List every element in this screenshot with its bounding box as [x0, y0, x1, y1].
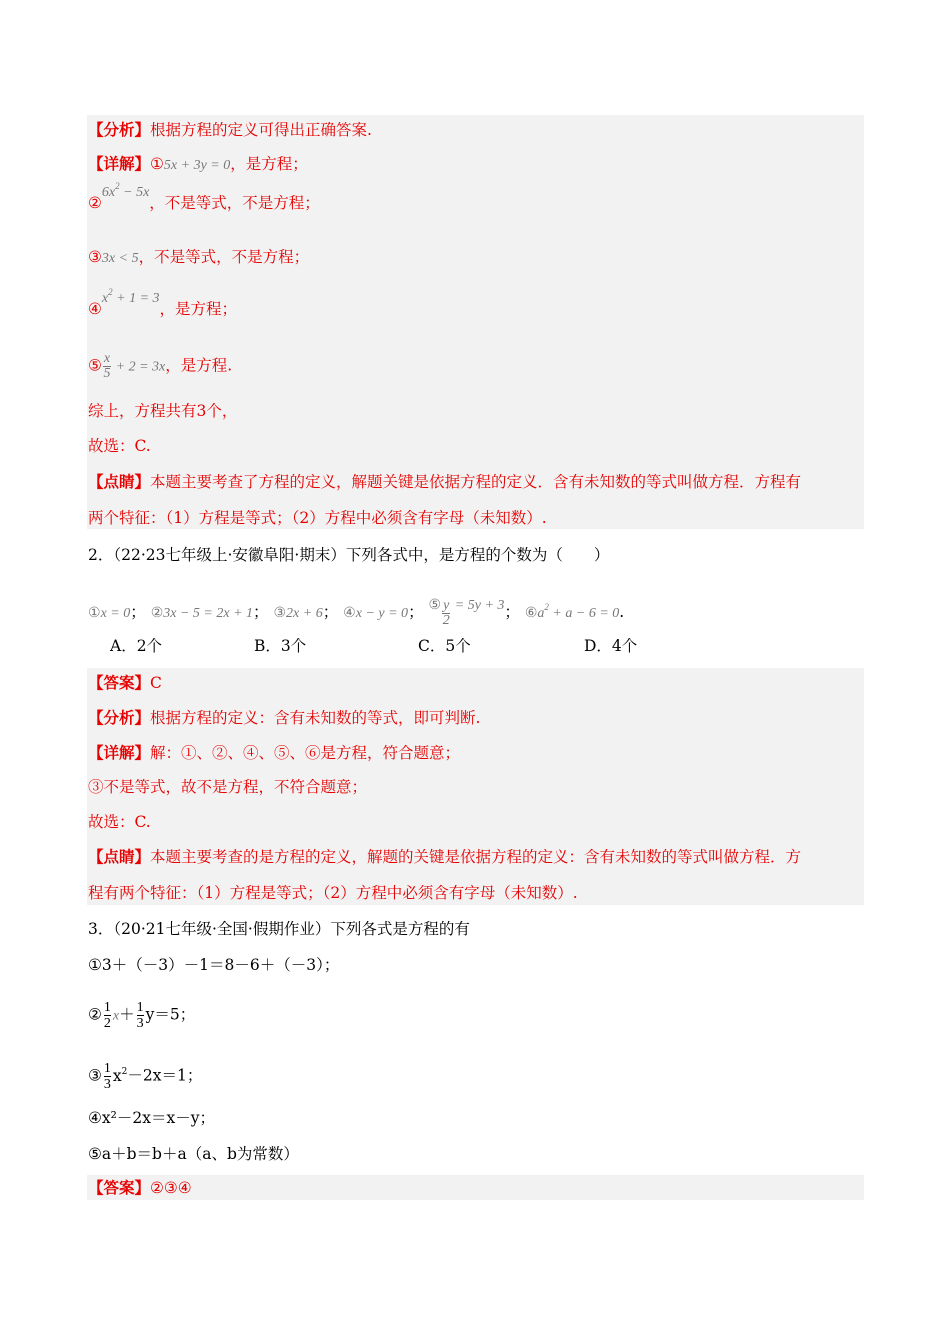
q2-comment-line-1: 【点睛】本题主要考查的是方程的定义，解题的关键是依据方程的定义：含有未知数的等式叫做方程．方 [88, 847, 802, 866]
formula-q2-2: 3x − 5 = 2x + 1 [163, 606, 254, 621]
q1-comment-line-1: 【点睛】本题主要考查了方程的定义，解题关键是依据方程的定义．含有未知数的等式叫做方程．方程有 [88, 472, 802, 491]
q1-summary: 综上，方程共有3个， [88, 402, 238, 420]
fraction-x-over-5: $\frac{x}{5}$ [103, 351, 111, 381]
q3-answer: 【答案】②③④ [88, 1178, 192, 1197]
q2-detail: 【详解】解：①、②、④、⑤、⑥是方程，符合题意； [88, 743, 461, 762]
q1-analysis: 【分析】根据方程的定义可得出正确答案. [88, 120, 372, 139]
q2-items: ①x = 0； ②3x − 5 = 2x + 1； ③2x + 6； ④x − y = 0； ⑤ $\frac{y}{2}$ = 5y + 3； $⑥a^2 + a - 6 = 0$. [88, 597, 625, 628]
fraction-one-half: $\frac{1}{2}$ [103, 1000, 111, 1031]
q2-detail-2: ③不是等式，故不是方程，不符合题意； [88, 778, 368, 796]
q3-stem: 3．（20·21七年级·全国·假期作业）下列各式是方程的有 [88, 920, 470, 938]
q1-solution-box [87, 115, 864, 529]
q3-item-2: ② $\frac{1}{2}$ x＋ $\frac{1}{3}$ y＝5； [88, 1000, 196, 1031]
q1-detail-item-5: ⑤ $\frac{x}{5}$ + 2 = 3x，是方程. [88, 351, 233, 381]
q3-answer-box [87, 1175, 864, 1200]
q1-comment-line-2: 两个特征：（1）方程是等式；（2）方程中必须含有字母（未知数）. [88, 509, 547, 527]
q3-item-3: ③ $\frac{1}{3}$ $x^2-2x=1$； [88, 1061, 203, 1092]
q1-detail-item-3: ③3x < 5，不是等式，不是方程； [88, 248, 310, 266]
formula-q2-4: x − y = 0 [355, 606, 409, 621]
q2-analysis: 【分析】根据方程的定义：含有未知数的等式，即可判断. [88, 708, 481, 727]
formula-q2-6: $a^2 + a - 6 = 0$ [537, 602, 620, 621]
formula-q2-1: x = 0 [100, 606, 131, 621]
formula-q1-1: 5x + 3y = 0 [163, 158, 231, 173]
q2-stem: 2．（22·23七年级上·安徽阜阳·期末）下列各式中，是方程的个数为（ ） [88, 546, 610, 564]
formula-q1-5: + 2 = 3x [112, 359, 166, 375]
q2-answer: 【答案】C [88, 673, 162, 692]
q1-detail-item-2: $②6x^2 - 5x$，不是等式，不是方程； [88, 181, 320, 212]
q2-option-d[interactable]: D．4个 [584, 637, 638, 655]
fraction-one-third-b: $\frac{1}{3}$ [103, 1061, 111, 1092]
q2-option-c[interactable]: C．5个 [418, 637, 471, 655]
q2-option-a[interactable]: A．2个 [110, 637, 163, 655]
fraction-one-third: $\frac{1}{3}$ [136, 1000, 144, 1031]
formula-q2-3: 2x + 6 [286, 606, 323, 621]
formula-q1-4: $x^2 + 1 = 3$ [101, 287, 160, 306]
q2-option-b[interactable]: B．3个 [254, 637, 307, 655]
q3-item-5: ⑤a＋b＝b＋a（a、b为常数） [88, 1145, 299, 1163]
q2-choice: 故选：C. [88, 813, 151, 831]
q2-comment-line-2: 程有两个特征：（1）方程是等式；（2）方程中必须含有字母（未知数）. [88, 884, 578, 902]
q3-item-1: ①3＋（－3）－1＝8－6＋（－3）； [88, 956, 340, 974]
fraction-y-over-2: $\frac{y}{2}$ [442, 597, 450, 628]
q3-item-4: ④x²－2x＝x－y； [88, 1109, 215, 1127]
q1-detail-item-1: 【详解】①5x + 3y = 0，是方程； [88, 154, 308, 173]
formula-q2-5: = 5y + 3 [451, 598, 505, 613]
formula-q1-3: 3x < 5 [101, 251, 139, 266]
q1-choice: 故选：C. [88, 437, 151, 455]
q1-detail-item-4: $④x^2 + 1 = 3$，是方程； [88, 287, 238, 318]
formula-q1-2: $6x^2 - 5x$ [101, 181, 150, 200]
